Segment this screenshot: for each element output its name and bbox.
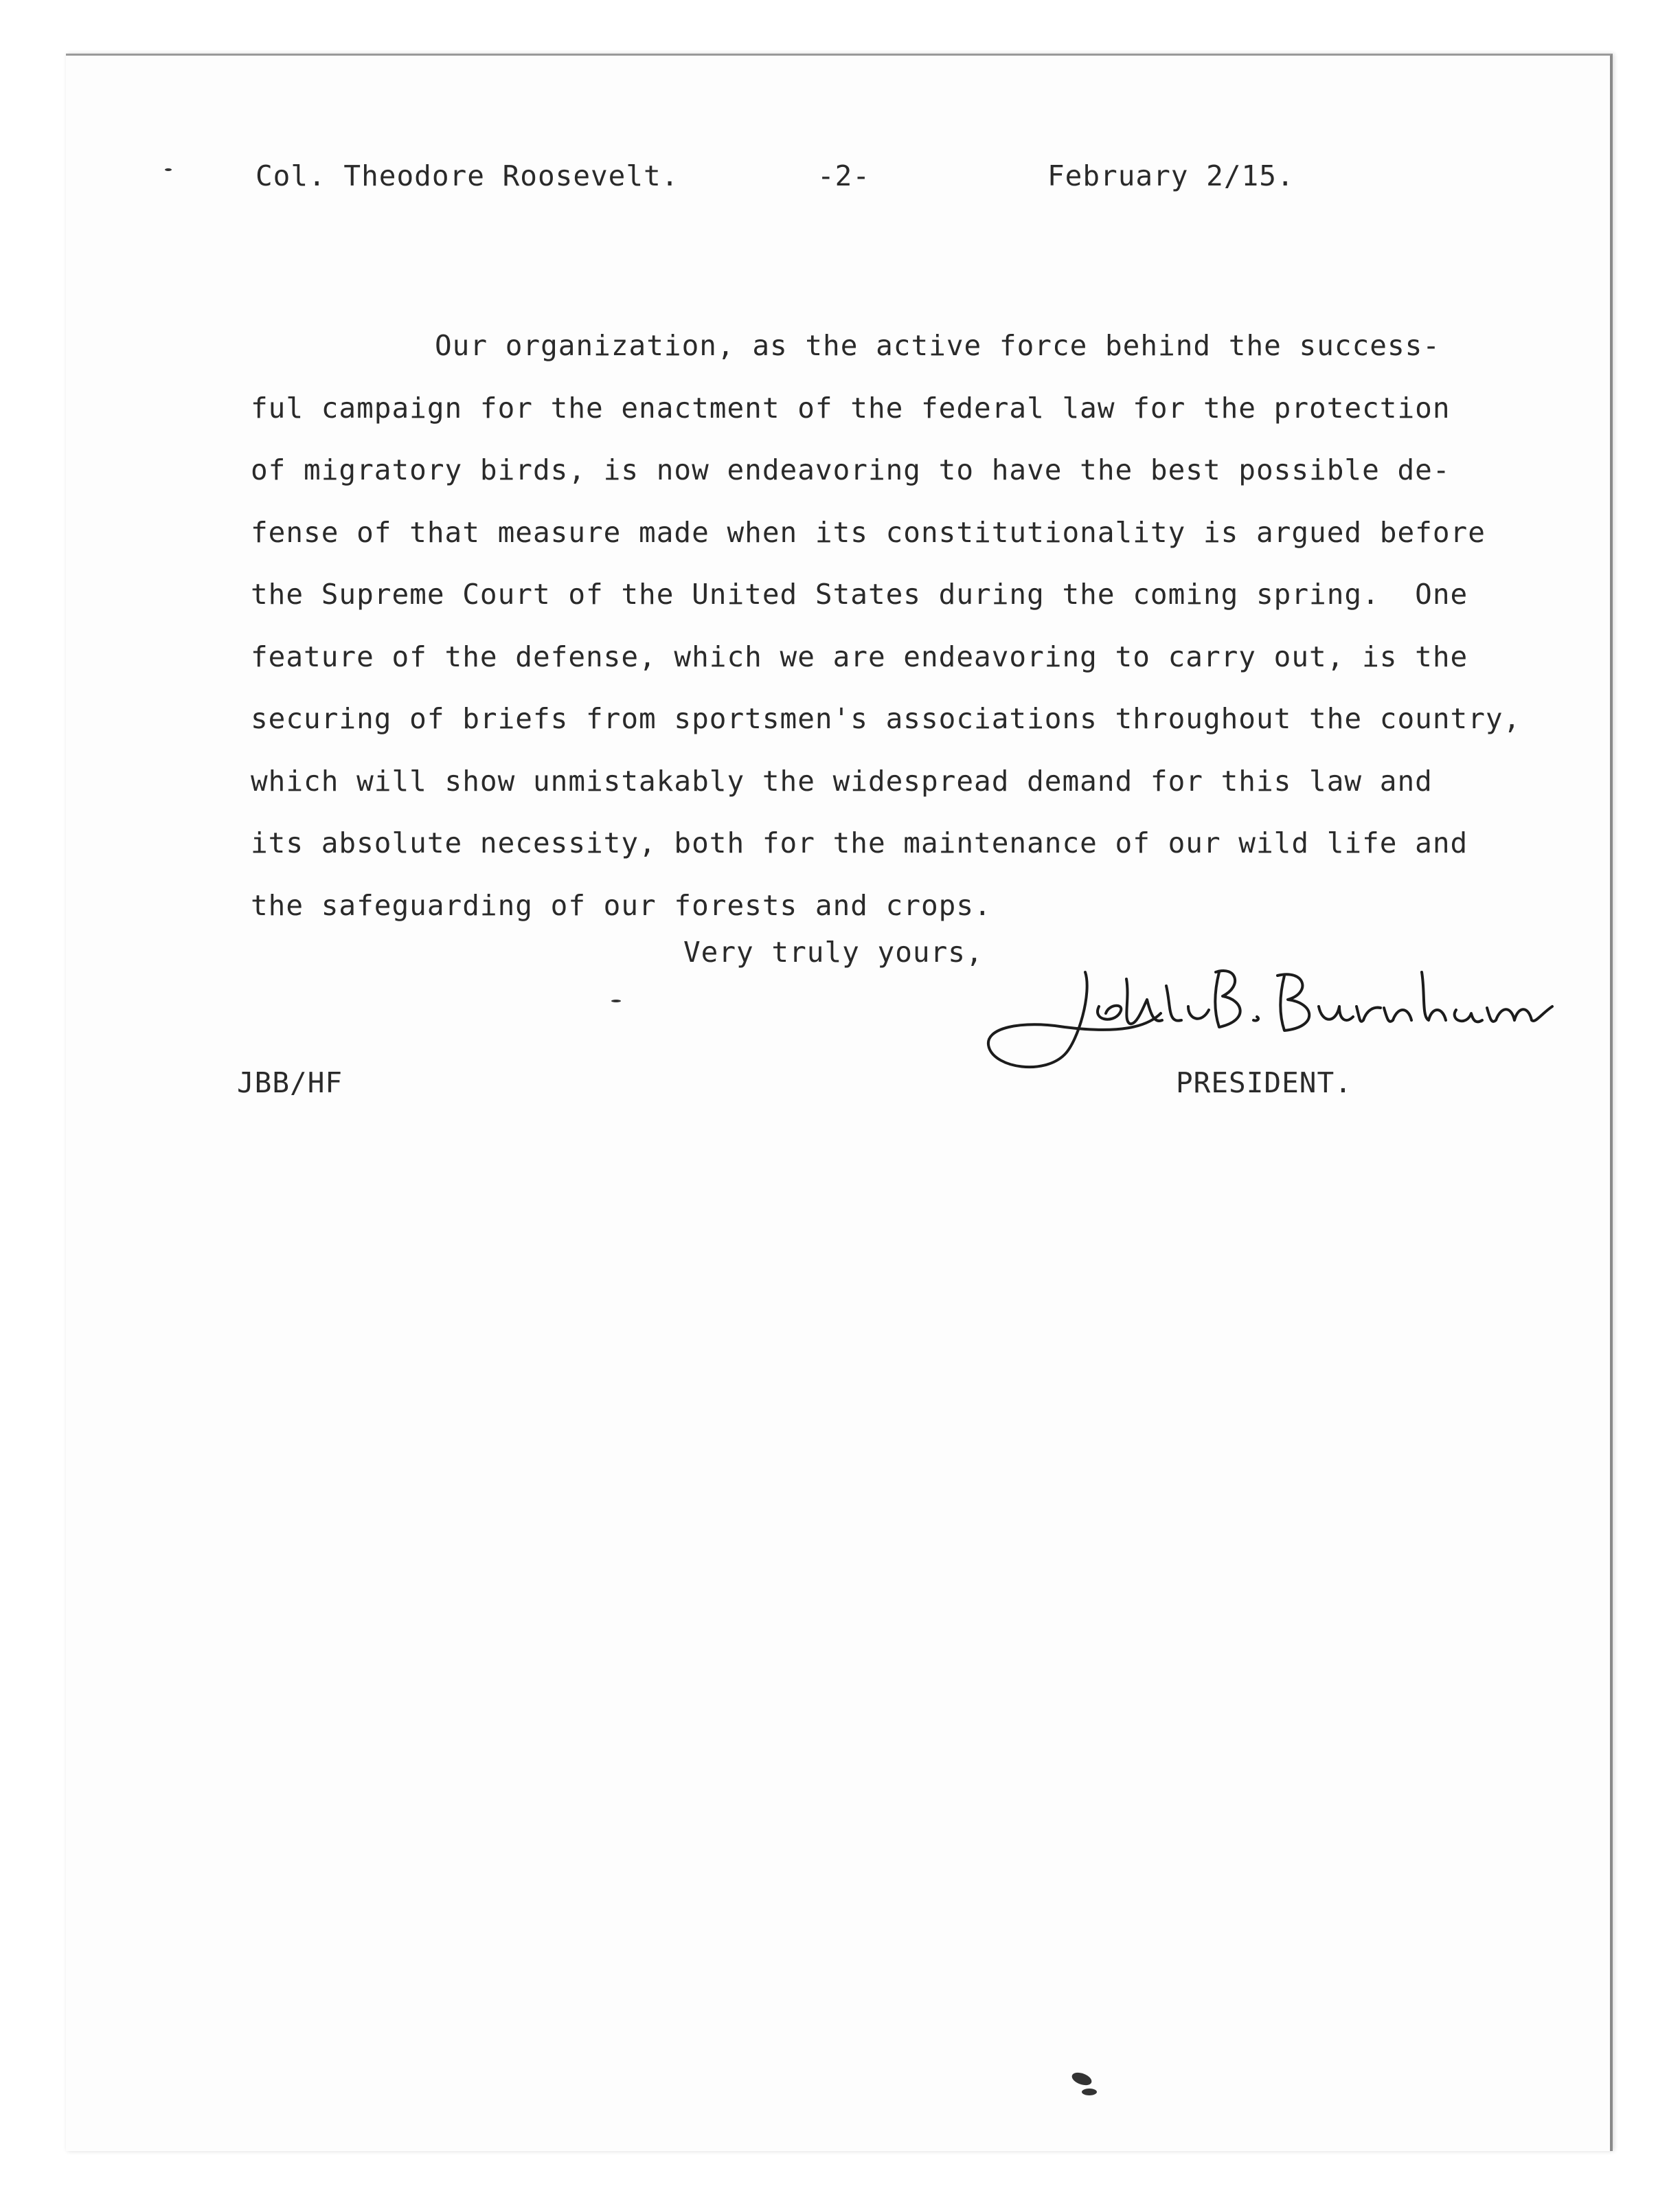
ink-speck [611, 1000, 621, 1002]
body-line: securing of briefs from sportsmen's associations throughout the country, [251, 702, 1521, 735]
recipient-header: Col. Theodore Roosevelt. [256, 159, 679, 192]
page-number: -2- [817, 159, 871, 192]
body-line: its absolute necessity, both for the maintenance of our wild life and [251, 826, 1468, 859]
body-line: feature of the defense, which we are endeavoring to carry out, is the [251, 640, 1468, 673]
letter-date: February 2/15. [1047, 159, 1295, 192]
body-line: ful campaign for the enactment of the federal law for the protection [251, 391, 1451, 425]
body-line: of migratory birds, is now endeavoring to have the best possible de- [251, 453, 1451, 486]
typist-initials: JBB/HF [237, 1066, 343, 1099]
ink-speck [165, 168, 172, 171]
body-line: Our organization, as the active force behind the success- [435, 329, 1440, 362]
letter-body [251, 315, 1569, 936]
body-line: which will show unmistakably the widespread demand for this law and [251, 764, 1433, 798]
signer-title: PRESIDENT. [1176, 1066, 1352, 1099]
body-line: the safeguarding of our forests and crops. [251, 888, 992, 922]
body-line: the Supreme Court of the United States during the coming spring. One [251, 578, 1468, 611]
ink-speck [1082, 2089, 1097, 2095]
closing: Very truly yours, [683, 936, 984, 969]
body-line: fense of that measure made when its constitutionality is argued before [251, 515, 1486, 549]
